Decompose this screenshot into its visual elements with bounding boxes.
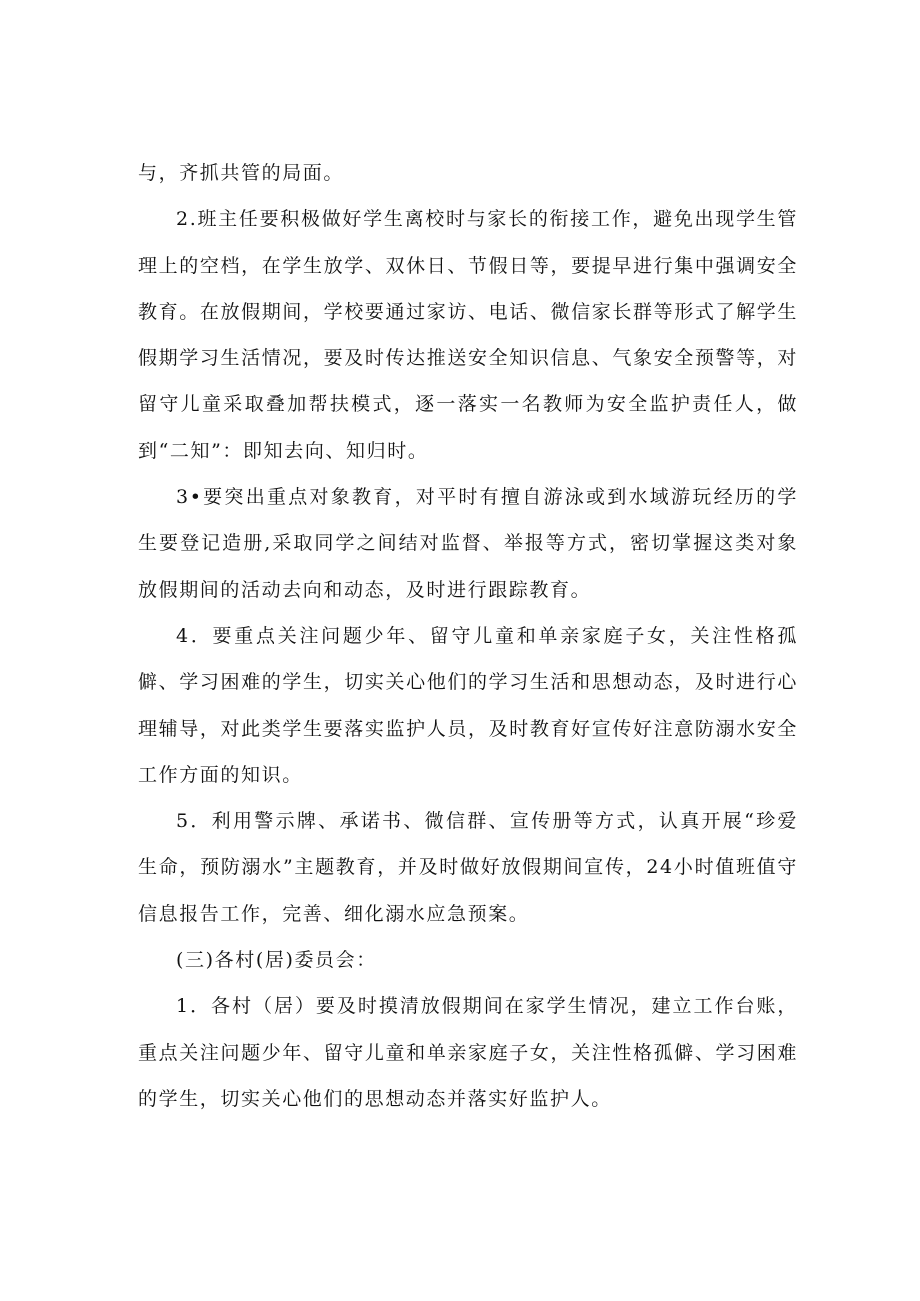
document-body <box>138 150 798 1122</box>
paragraph-item-2: 2.班主任要积极做好学生离校时与家长的衔接工作，避免出现学生管理上的空档，在学生放学、双休日、节假日等，要提早进行集中强调安全教育。在放假期间，学校要通过家访、电话、微信家长群等形式了解学生假期学习生活情况，要及时传达推送安全知识信息、气象安全预警等，对留守儿童采取叠加帮扶模式，逐一落实一名教师为安全监护责任人，做到“二知”：即知去向、知归时。 <box>138 208 798 462</box>
paragraph-item-5: 5．利用警示牌、承诺书、微信群、宣传册等方式，认真开展“珍爱生命，预防溺水”主题教育，并及时做好放假期间宣传，24小时值班值守信息报告工作，完善、细化溺水应急预案。 <box>138 810 798 925</box>
paragraph-continuation: 与，齐抓共管的局面。 <box>138 162 345 184</box>
paragraph-village-item-1: 1．各村（居）要及时摸清放假期间在家学生情况，建立工作台账，重点关注问题少年、留守儿童和单亲家庭子女，关注性格孤僻、学习困难的学生，切实关心他们的思想动态并落实好监护人。 <box>138 995 798 1110</box>
paragraph-item-4: 4．要重点关注问题少年、留守儿童和单亲家庭子女，关注性格孤僻、学习困难的学生，切实关心他们的学习生活和思想动态，及时进行心理辅导，对此类学生要落实监护人员，及时教育好宣传好注意防溺水安全工作方面的知识。 <box>138 624 798 786</box>
section-heading-villages: (三)各村(居)委员会： <box>176 949 377 972</box>
paragraph-item-3: 3•要突出重点对象教育，对平时有擅自游泳或到水域游玩经历的学生要登记造册,采取同学之间结对监督、举报等方式，密切掌握这类对象放假期间的活动去向和动态，及时进行跟踪教育。 <box>138 486 798 601</box>
